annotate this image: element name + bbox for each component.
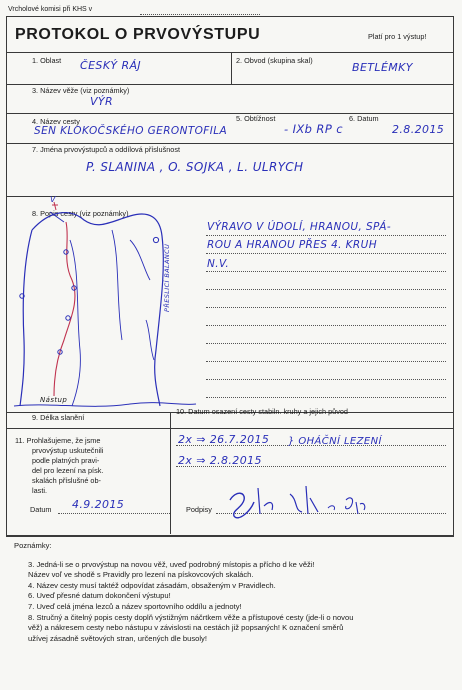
divider	[6, 428, 453, 429]
declaration-line: podle platných pravi-	[32, 456, 100, 465]
field-10-line-1: 2x ⇒ 26.7.2015	[178, 433, 270, 446]
field-3-value: VÝR	[90, 95, 114, 108]
field-10-label: 10. Datum osazení cesty stabiln. kruhy a jejich původ	[176, 407, 348, 416]
note-item: 3. Jedná-li se o prvovýstup na novou věž, uveď podrobný místopis a přícho d ke věži!	[28, 559, 315, 569]
writing-line	[206, 325, 446, 326]
divider	[6, 196, 453, 197]
notes-section	[6, 542, 452, 644]
field-1-value: ČESKÝ RÁJ	[80, 59, 142, 72]
note-item: Název voľ ve shodě s Pravidly pro lezení na pískovcových skalách.	[28, 570, 254, 580]
divider	[170, 412, 171, 534]
declaration-line: lasti.	[32, 486, 48, 495]
date-value: 4.9.2015	[72, 498, 125, 511]
notes-heading: Poznámky:	[14, 541, 52, 550]
date-label: Datum	[30, 505, 52, 514]
writing-line	[58, 513, 170, 514]
signatures-value	[224, 480, 374, 524]
writing-line	[206, 343, 446, 344]
field-6-label: 6. Datum	[349, 114, 379, 123]
field-5-value: - IXb RP c	[284, 122, 343, 136]
divider	[6, 535, 453, 536]
field-4-value: SEN KLOKOČSKÉHO GERONTOFILA	[34, 125, 228, 137]
bolt-marker	[153, 237, 158, 242]
bolt-marker	[66, 316, 70, 320]
writing-line	[206, 253, 446, 254]
note-item: 7. Uveď celá jména lezců a název sportovního oddílu a jednoty!	[28, 601, 242, 611]
writing-line	[206, 307, 446, 308]
declaration-line: prvovýstup uskutečnili	[32, 446, 104, 455]
writing-line	[206, 271, 446, 272]
rock-outline	[130, 240, 154, 360]
sketch-top-label: V	[50, 195, 56, 204]
field-8-label: 8. Popis cesty (viz poznámky)	[32, 209, 129, 218]
writing-line	[206, 397, 446, 398]
note-item: 4. Název cesty musí taktéž odpovídat zásadám, obsaženým v Pravidlech.	[28, 580, 276, 590]
description-line-1: VÝRAVO V ÚDOLÍ, HRANOU, SPÁ-	[207, 221, 392, 233]
field-2-label: 2. Obvod (skupina skal)	[236, 56, 313, 65]
writing-line	[206, 289, 446, 290]
bolt-marker	[64, 250, 68, 254]
rock-outline	[112, 230, 122, 340]
field-10-line-2: 2x ⇒ 2.8.2015	[178, 454, 262, 467]
field-2-value: BETLÉMKY	[352, 61, 413, 74]
writing-line	[206, 379, 446, 380]
field-1-label: 1. Oblast	[32, 56, 62, 65]
writing-line	[206, 361, 446, 362]
rock-outline	[20, 230, 32, 406]
writing-line	[206, 235, 446, 236]
field-9-label: 9. Délka slanění	[32, 413, 85, 422]
divider	[6, 113, 453, 114]
note-item: 8. Stručný a čitelný popis cesty doplň výstižným náčrtkem věže a přístupové cesty (jde-li o novou	[28, 612, 354, 622]
rock-outline	[70, 240, 80, 406]
signatures-label: Podpisy	[186, 505, 212, 514]
header-dots	[140, 14, 260, 15]
rock-outline	[32, 213, 163, 406]
description-line-2: ROU A HRANOU PŘES 4. KRUH	[207, 239, 378, 251]
divider	[6, 52, 453, 53]
divider	[6, 143, 453, 144]
field-7-value: P. SLANINA , O. SOJKA , L. ULRYCH	[86, 160, 304, 174]
declaration-line: del pro lezení na písk.	[32, 466, 104, 475]
field-7-label: 7. Jména prvovýstupců a oddílová příslušnost	[32, 145, 181, 154]
field-10-side-note: } OHÁČNÍ LEZENÍ	[288, 436, 382, 447]
sketch-start-label: Nástup	[40, 396, 68, 404]
declaration-line: 11. Prohlašujeme, že jsme	[15, 436, 101, 445]
divider	[231, 52, 232, 84]
field-3-label: 3. Název věže (viz poznámky)	[32, 86, 130, 95]
copy-note: Platí pro 1 výstup!	[368, 32, 427, 41]
field-5-label: 5. Obtížnost	[236, 114, 276, 123]
note-item: 6. Uveď přesné datum dokončení výstupu!	[28, 591, 171, 601]
page-title: PROTOKOL O PRVOVÝSTUPU	[15, 26, 261, 43]
climbing-route	[54, 222, 75, 396]
field-6-value: 2.8.2015	[392, 123, 445, 136]
description-line-3: N.V.	[207, 258, 230, 270]
route-sketch	[10, 200, 200, 412]
note-item: užívej zásadně světových stran, určených dle busoly!	[28, 633, 207, 643]
divider	[6, 84, 453, 85]
declaration-line: skalách příslušné ob-	[32, 476, 101, 485]
header-top-line: Vrcholové komisi při KHS v	[8, 6, 93, 13]
field-4-label: 4. Název cesty	[32, 117, 80, 126]
sketch-side-label: PŘESLICÍ BALANCU	[163, 243, 171, 312]
note-item: věž) a nákresem cesty nebo nástupu v závislosti na cestách již popsaných! K označení směrů	[28, 623, 344, 633]
